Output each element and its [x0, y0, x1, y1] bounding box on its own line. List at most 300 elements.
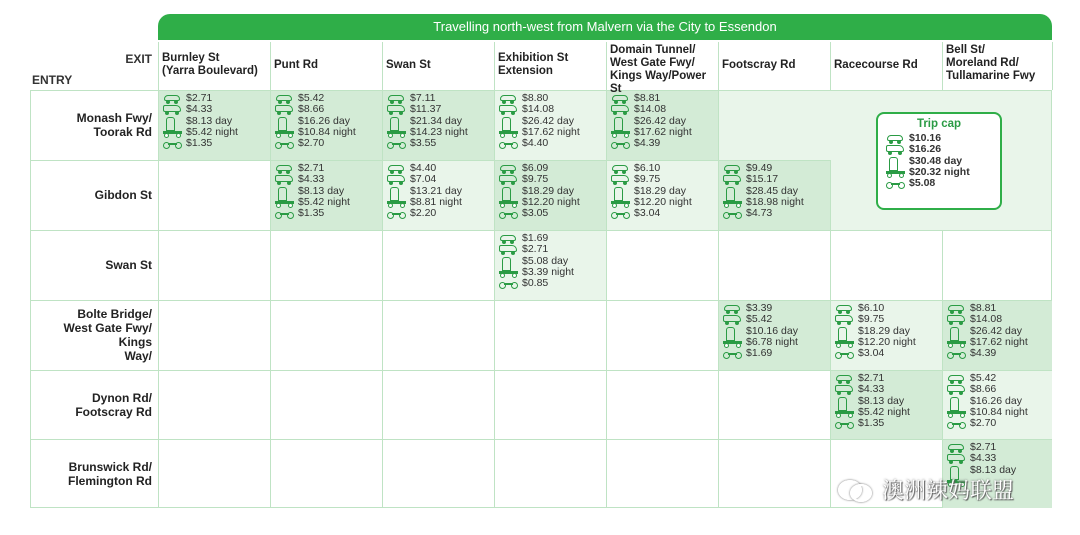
- icon-part: [387, 140, 406, 149]
- icon-part: [168, 143, 177, 145]
- price-car: $8.81: [970, 302, 997, 314]
- car-icon: [499, 93, 519, 104]
- price-heavy-night: $6.78 night: [746, 335, 798, 348]
- light-commercial-vehicle-icon: [275, 174, 295, 185]
- icon-part: [388, 95, 404, 101]
- icon-part: [889, 157, 898, 171]
- price-cell: [495, 231, 606, 300]
- price-heavy-vehicle: [522, 256, 574, 279]
- price-cell: [271, 91, 382, 160]
- motorcycle-icon: [499, 278, 519, 289]
- light-commercial-vehicle-icon: [611, 104, 631, 115]
- header-column-line: [1052, 42, 1053, 90]
- price-cell: [159, 91, 270, 160]
- exit-header-line: Exhibition St: [498, 52, 569, 64]
- icon-part: [392, 213, 401, 215]
- price-row-heavy-vehicle: [275, 186, 382, 208]
- price-row-heavy-vehicle: [947, 326, 1052, 348]
- price-heavy-day: $8.13 day: [970, 463, 1017, 476]
- price-row-heavy-vehicle: [163, 116, 270, 138]
- icon-part: [276, 95, 292, 101]
- price-cell: [495, 161, 606, 230]
- icon-part: [947, 315, 965, 322]
- price-heavy-day: $18.29 day: [858, 324, 910, 337]
- price-heavy-vehicle: [634, 116, 692, 139]
- icon-part: [275, 210, 294, 219]
- price-row-car: [275, 93, 382, 104]
- price-motorcycle: $1.69: [746, 346, 773, 359]
- entry-header: [30, 160, 158, 230]
- motorcycle-icon: [611, 208, 631, 219]
- icon-part: [166, 117, 175, 131]
- entry-header: [30, 90, 158, 160]
- price-car: $8.80: [522, 92, 549, 104]
- price-heavy-night: $18.98 night: [746, 195, 804, 208]
- icon-part: [164, 95, 180, 101]
- price-heavy-vehicle: [746, 326, 798, 349]
- price-row-lcv: [947, 453, 1052, 464]
- icon-part: [835, 315, 853, 322]
- heavy-vehicle-icon: [499, 256, 519, 278]
- price-row-heavy-vehicle: [611, 186, 718, 208]
- light-commercial-vehicle-icon: [387, 174, 407, 185]
- price-row-motorcycle: [499, 208, 606, 219]
- icon-part: [948, 305, 964, 311]
- car-icon: [723, 303, 743, 314]
- icon-part: [500, 95, 516, 101]
- price-row-heavy-vehicle: [723, 326, 830, 348]
- icon-part: [952, 353, 961, 355]
- price-row-heavy-vehicle: [835, 396, 942, 418]
- price-heavy-day: $18.29 day: [634, 184, 686, 197]
- icon-part: [387, 175, 405, 182]
- price-row-heavy-vehicle: [499, 256, 606, 278]
- price-heavy-vehicle: [858, 396, 910, 419]
- price-heavy-night: $12.20 night: [522, 195, 580, 208]
- icon-part: [950, 327, 959, 341]
- price-row-motorcycle: [163, 138, 270, 149]
- price-lcv: $8.66: [970, 383, 997, 396]
- price-lcv: $9.75: [858, 313, 885, 326]
- entry-header: [30, 230, 158, 300]
- exit-header: [158, 42, 270, 88]
- price-cell: [383, 161, 494, 230]
- wechat-icon: [838, 478, 874, 500]
- price-heavy-night: $20.32 night: [909, 165, 970, 178]
- motorcycle-icon: [275, 138, 295, 149]
- light-commercial-vehicle-icon: [723, 314, 743, 325]
- price-car: $9.49: [746, 162, 773, 174]
- trip-cap-title: Trip cap: [916, 118, 962, 130]
- heavy-vehicle-icon: [611, 186, 631, 208]
- exit-header-line: Racecourse Rd: [834, 58, 918, 71]
- light-commercial-vehicle-icon: [723, 174, 743, 185]
- light-commercial-vehicle-icon: [947, 314, 967, 325]
- price-heavy-night: $5.42 night: [186, 125, 238, 138]
- price-row-car: [947, 373, 1052, 384]
- icon-part: [163, 140, 182, 149]
- price-heavy-day: $26.42 day: [634, 114, 686, 127]
- exit-header-line: West Gate Fwy/: [610, 57, 695, 69]
- icon-part: [952, 423, 961, 425]
- light-commercial-vehicle-icon: [499, 104, 519, 115]
- entry-header-line: Bolte Bridge/: [77, 307, 152, 321]
- price-lcv: $2.71: [522, 243, 549, 256]
- heavy-vehicle-icon: [886, 156, 906, 178]
- price-car: $2.71: [858, 372, 885, 384]
- price-row-lcv: [947, 384, 1052, 395]
- price-cell: [495, 91, 606, 160]
- price-row-heavy-vehicle: [723, 186, 830, 208]
- price-car: $7.11: [410, 92, 436, 104]
- entry-header: [30, 439, 158, 508]
- heavy-vehicle-icon: [947, 326, 967, 348]
- exit-header-line: Domain Tunnel/: [610, 44, 696, 56]
- price-row-lcv: [387, 174, 494, 185]
- price-car: $1.69: [522, 232, 549, 244]
- exit-axis-label: EXIT: [125, 52, 152, 66]
- exit-header: [382, 42, 494, 88]
- price-motorcycle: $4.39: [634, 136, 661, 149]
- price-car: $6.09: [522, 162, 549, 174]
- price-row-motorcycle: [947, 418, 1052, 429]
- motorcycle-icon: [611, 138, 631, 149]
- price-heavy-night: $17.62 night: [522, 125, 580, 138]
- icon-part: [502, 187, 511, 201]
- light-commercial-vehicle-icon: [886, 144, 906, 155]
- icon-part: [499, 175, 517, 182]
- entry-header-line: West Gate Fwy/ Kings: [63, 321, 152, 349]
- table-banner: Travelling north-west from Malvern via the City to Essendon: [158, 14, 1052, 40]
- price-heavy-night: $5.42 night: [858, 405, 910, 418]
- price-heavy-night: $17.62 night: [970, 335, 1028, 348]
- price-row-motorcycle: [387, 208, 494, 219]
- price-heavy-night: $10.84 night: [970, 405, 1028, 418]
- icon-part: [275, 140, 294, 149]
- icon-part: [612, 95, 628, 101]
- icon-part: [726, 327, 735, 341]
- icon-part: [840, 353, 849, 355]
- price-cell: [607, 91, 718, 160]
- icon-part: [723, 350, 742, 359]
- price-row-lcv: [835, 314, 942, 325]
- icon-part: [948, 375, 964, 381]
- heavy-vehicle-icon: [835, 326, 855, 348]
- entry-header-line: Monash Fwy/: [76, 111, 152, 125]
- price-row-car: [499, 163, 606, 174]
- price-heavy-vehicle: [298, 186, 350, 209]
- price-heavy-day: $8.13 day: [858, 394, 905, 407]
- price-row-lcv: [163, 104, 270, 115]
- price-lcv: $9.75: [522, 173, 549, 186]
- price-row-car: [886, 133, 1000, 144]
- price-row-lcv: [499, 174, 606, 185]
- price-cell: [719, 301, 830, 370]
- price-cell: [831, 371, 942, 439]
- exit-header-line: Kings Way/Power St: [610, 70, 707, 95]
- price-car: $2.71: [298, 162, 325, 174]
- icon-part: [835, 420, 854, 429]
- price-row-motorcycle: [499, 138, 606, 149]
- trip-cap-box: [876, 112, 1002, 210]
- price-row-motorcycle: [275, 138, 382, 149]
- icon-part: [388, 165, 404, 171]
- price-row-motorcycle: [886, 178, 1000, 189]
- price-lcv: $4.33: [298, 173, 325, 186]
- icon-part: [616, 143, 625, 145]
- exit-header: [830, 42, 942, 88]
- exit-header-line: Bell St/: [946, 44, 985, 56]
- price-row-lcv: [947, 314, 1052, 325]
- motorcycle-icon: [387, 138, 407, 149]
- icon-part: [611, 210, 630, 219]
- price-motorcycle: $3.04: [634, 206, 661, 219]
- price-row-heavy-vehicle: [611, 116, 718, 138]
- price-heavy-day: $16.26 day: [970, 394, 1022, 407]
- light-commercial-vehicle-icon: [499, 174, 519, 185]
- price-row-heavy-vehicle: [835, 326, 942, 348]
- icon-part: [504, 143, 513, 145]
- price-row-motorcycle: [387, 138, 494, 149]
- icon-part: [616, 213, 625, 215]
- entry-header-line: Brunswick Rd/: [68, 459, 152, 474]
- price-heavy-vehicle: [298, 116, 356, 139]
- icon-part: [390, 187, 399, 201]
- price-heavy-vehicle: [909, 156, 970, 179]
- exit-header: [942, 42, 1052, 88]
- icon-part: [611, 140, 630, 149]
- car-icon: [499, 163, 519, 174]
- price-heavy-night: $17.62 night: [634, 125, 692, 138]
- icon-part: [499, 140, 518, 149]
- price-lcv: $14.08: [634, 103, 667, 116]
- icon-part: [886, 145, 904, 152]
- icon-part: [614, 187, 623, 201]
- price-car: $3.39: [746, 302, 773, 314]
- price-row-motorcycle: [723, 348, 830, 359]
- car-icon: [387, 163, 407, 174]
- price-heavy-day: $21.34 day: [410, 114, 462, 127]
- heavy-vehicle-icon: [163, 116, 183, 138]
- heavy-vehicle-icon: [387, 116, 407, 138]
- motorcycle-icon: [163, 138, 183, 149]
- price-car: $6.10: [858, 302, 885, 314]
- price-heavy-vehicle: [186, 116, 238, 139]
- icon-part: [723, 315, 741, 322]
- price-row-car: [723, 303, 830, 314]
- price-row-car: [163, 93, 270, 104]
- price-heavy-day: $16.26 day: [298, 114, 350, 127]
- price-car: $10.16: [909, 132, 942, 144]
- icon-part: [835, 385, 853, 392]
- price-row-car: [835, 303, 942, 314]
- price-row-car: [947, 442, 1052, 453]
- icon-part: [891, 183, 900, 185]
- price-car: $5.42: [298, 92, 325, 104]
- icon-part: [275, 175, 293, 182]
- price-heavy-day: $8.13 day: [298, 184, 345, 197]
- car-icon: [835, 373, 855, 384]
- price-row-heavy-vehicle: [387, 186, 494, 208]
- price-row-motorcycle: [611, 208, 718, 219]
- price-heavy-vehicle: [410, 186, 462, 209]
- exit-header-line: Footscray Rd: [722, 58, 796, 71]
- heavy-vehicle-icon: [387, 186, 407, 208]
- icon-part: [163, 105, 181, 112]
- price-row-lcv: [499, 244, 606, 255]
- exit-header-line: Burnley St: [162, 52, 220, 64]
- price-heavy-day: $18.29 day: [522, 184, 574, 197]
- heavy-vehicle-icon: [723, 326, 743, 348]
- price-row-motorcycle: [275, 208, 382, 219]
- heavy-vehicle-icon: [499, 186, 519, 208]
- car-icon: [499, 233, 519, 244]
- price-cell: [831, 301, 942, 370]
- exit-header-line: Moreland Rd/: [946, 57, 1019, 69]
- price-heavy-vehicle: [970, 396, 1028, 419]
- light-commercial-vehicle-icon: [387, 104, 407, 115]
- entry-header: [30, 300, 158, 370]
- icon-part: [838, 397, 847, 411]
- price-lcv: $14.08: [522, 103, 555, 116]
- price-row-car: [835, 373, 942, 384]
- price-cell: [383, 91, 494, 160]
- price-cell: [607, 161, 718, 230]
- icon-part: [611, 105, 629, 112]
- icon-part: [387, 105, 405, 112]
- icon-part: [275, 105, 293, 112]
- grid-row-line: [30, 439, 1052, 440]
- price-heavy-day: $26.42 day: [522, 114, 574, 127]
- icon-part: [504, 283, 513, 285]
- icon-part: [724, 165, 740, 171]
- price-motorcycle: $4.40: [522, 136, 549, 149]
- watermark: [838, 474, 1048, 504]
- motorcycle-icon: [499, 138, 519, 149]
- exit-header: [606, 42, 718, 95]
- price-heavy-day: $26.42 day: [970, 324, 1022, 337]
- price-row-heavy-vehicle: [499, 186, 606, 208]
- icon-part: [280, 143, 289, 145]
- price-row-lcv: [835, 384, 942, 395]
- motorcycle-icon: [947, 418, 967, 429]
- price-lcv: $5.42: [746, 313, 773, 326]
- heavy-vehicle-icon: [275, 116, 295, 138]
- entry-axis-label: ENTRY: [32, 73, 73, 87]
- light-commercial-vehicle-icon: [947, 384, 967, 395]
- price-heavy-vehicle: [634, 186, 692, 209]
- motorcycle-icon: [275, 208, 295, 219]
- icon-part: [390, 117, 399, 131]
- icon-part: [728, 353, 737, 355]
- exit-header-line: (Yarra Boulevard): [162, 65, 258, 77]
- price-heavy-day: $8.13 day: [186, 114, 233, 127]
- icon-part: [499, 210, 518, 219]
- heavy-vehicle-icon: [835, 396, 855, 418]
- icon-part: [500, 235, 516, 241]
- motorcycle-icon: [387, 208, 407, 219]
- icon-part: [836, 305, 852, 311]
- icon-part: [886, 180, 905, 189]
- price-row-car: [611, 163, 718, 174]
- icon-part: [724, 305, 740, 311]
- price-cell: [943, 371, 1052, 439]
- light-commercial-vehicle-icon: [835, 384, 855, 395]
- price-heavy-night: $5.42 night: [298, 195, 350, 208]
- price-row-lcv: [723, 174, 830, 185]
- motorcycle-icon: [835, 418, 855, 429]
- light-commercial-vehicle-icon: [835, 314, 855, 325]
- price-heavy-night: $10.84 night: [298, 125, 356, 138]
- icon-part: [387, 210, 406, 219]
- price-motorcycle: $1.35: [858, 416, 885, 429]
- price-heavy-vehicle: [410, 116, 468, 139]
- icon-part: [612, 165, 628, 171]
- icon-part: [726, 187, 735, 201]
- entry-header-line: Gibdon St: [94, 188, 152, 202]
- heavy-vehicle-icon: [275, 186, 295, 208]
- price-row-motorcycle: [723, 208, 830, 219]
- car-icon: [611, 163, 631, 174]
- car-icon: [947, 373, 967, 384]
- exit-header: [718, 42, 830, 88]
- icon-part: [392, 143, 401, 145]
- price-heavy-day: $30.48 day: [909, 154, 963, 167]
- icon-part: [728, 213, 737, 215]
- icon-part: [723, 210, 742, 219]
- price-lcv: $4.33: [186, 103, 213, 116]
- icon-part: [611, 175, 629, 182]
- car-icon: [387, 93, 407, 104]
- price-row-car: [499, 233, 606, 244]
- price-heavy-day: $10.16 day: [746, 324, 798, 337]
- price-lcv: $15.17: [746, 173, 779, 186]
- car-icon: [163, 93, 183, 104]
- car-icon: [723, 163, 743, 174]
- price-car: $8.81: [634, 92, 661, 104]
- watermark-text: 澳洲辣妈联盟: [882, 478, 1015, 504]
- car-icon: [947, 442, 967, 453]
- price-motorcycle: $2.20: [410, 206, 437, 219]
- price-row-motorcycle: [947, 348, 1052, 359]
- car-icon: [275, 163, 295, 174]
- price-row-motorcycle: [611, 138, 718, 149]
- price-heavy-vehicle: [522, 186, 580, 209]
- icon-part: [840, 423, 849, 425]
- icon-part: [947, 454, 965, 461]
- price-heavy-day: $28.45 day: [746, 184, 798, 197]
- price-row-heavy-vehicle: [275, 116, 382, 138]
- exit-header-line: Punt Rd: [274, 58, 319, 71]
- price-heavy-day: $13.21 day: [410, 184, 462, 197]
- price-lcv: $14.08: [970, 313, 1003, 326]
- icon-part: [836, 375, 852, 381]
- price-heavy-night: $12.20 night: [858, 335, 916, 348]
- icon-part: [276, 165, 292, 171]
- price-heavy-night: $8.81 night: [410, 195, 462, 208]
- price-row-lcv: [499, 104, 606, 115]
- icon-part: [835, 350, 854, 359]
- car-icon: [886, 133, 906, 144]
- price-row-motorcycle: [835, 418, 942, 429]
- exit-header: [494, 42, 606, 88]
- price-row-lcv: [611, 174, 718, 185]
- icon-part: [838, 327, 847, 341]
- price-cell: [271, 161, 382, 230]
- price-row-car: [387, 163, 494, 174]
- exit-header: [270, 42, 382, 88]
- motorcycle-icon: [886, 178, 906, 189]
